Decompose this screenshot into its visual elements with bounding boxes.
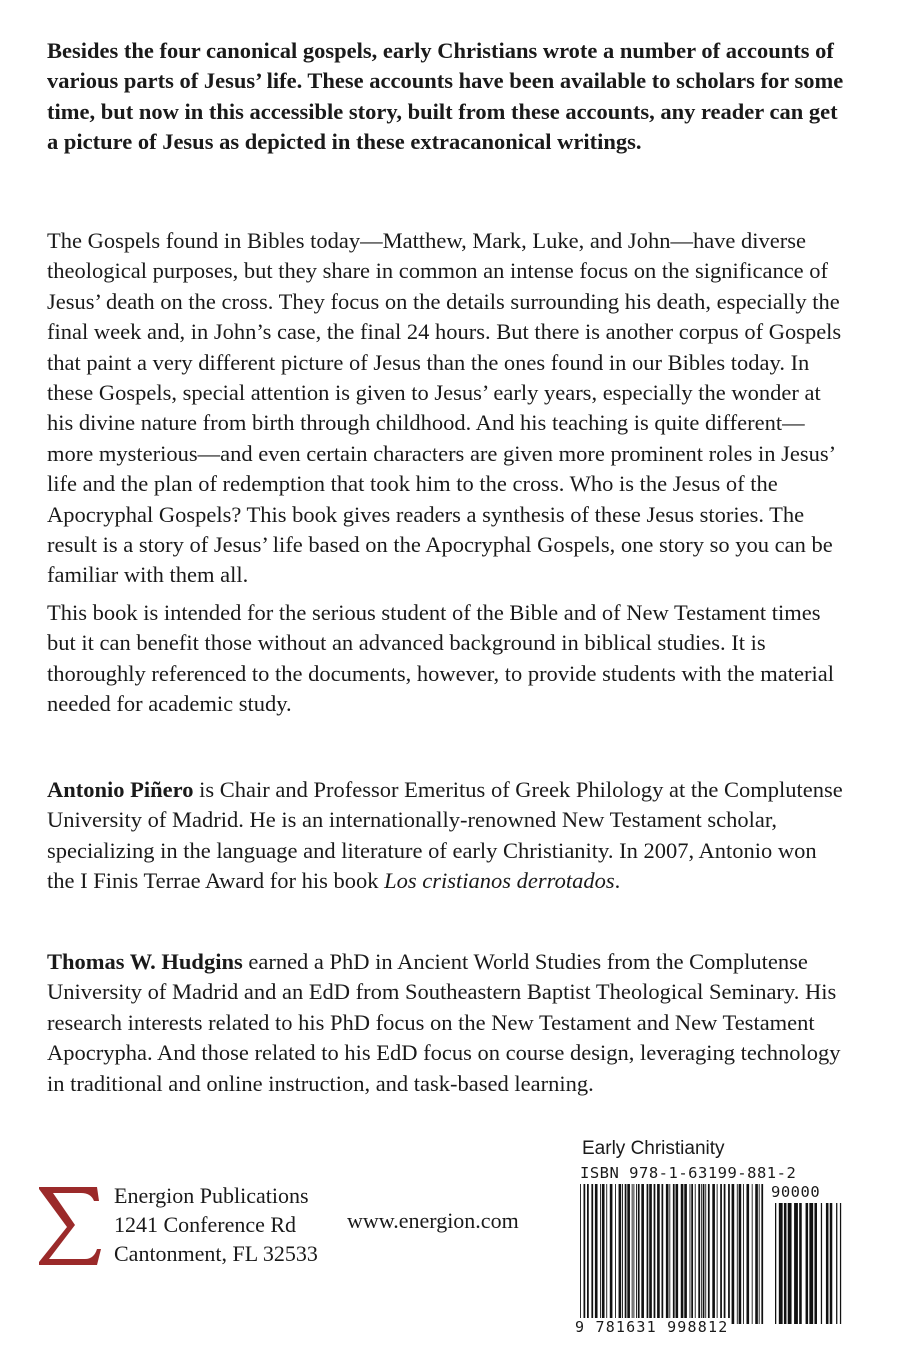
barcode-bar [703,1184,705,1324]
barcode-bar [705,1184,706,1324]
isbn-barcode [580,1184,764,1324]
barcode-bar [633,1184,634,1324]
barcode-bar [784,1203,787,1324]
barcode-bar [647,1184,649,1324]
author-bio-hudgins [47,947,847,1099]
barcode-bar [695,1184,696,1324]
barcode-bar [759,1184,760,1324]
barcode-bar [698,1184,700,1324]
publisher-name: Energion Publications [114,1183,309,1208]
barcode-bar [691,1184,693,1324]
barcode-bar [821,1203,822,1324]
price-code: 90000 [771,1183,821,1201]
price-barcode [775,1203,845,1324]
barcode-bar [587,1184,589,1324]
barcode-bar [724,1184,726,1324]
author-bio-text: earned a PhD in Ancient World Studies from the Complutense University of Madrid and an EdD from Southeastern Baptist Theological Seminary. His research interests related to his PhD focus on the New Testament and New Testament Apocrypha. And those related to his EdD focus on course design, leveraging technology in traditional and online instruction, and task-based learning. [47,949,841,1096]
publisher-city: Cantonment, FL 32533 [114,1241,318,1266]
barcode-bar [840,1203,841,1324]
barcode-bar [690,1184,691,1324]
barcode-bar [657,1184,660,1324]
barcode-bar [602,1184,605,1324]
barcode-bar [720,1184,722,1324]
barcode-bar [788,1203,792,1324]
barcode-bar [806,1203,809,1324]
barcode-bar [746,1184,749,1324]
author-bio-end: . [614,868,621,894]
barcode-bar [676,1184,679,1324]
barcode-bar [717,1184,718,1324]
barcode-bar [600,1184,601,1324]
barcode-bar [666,1184,669,1324]
barcode-bar [584,1184,586,1324]
barcode-bar [826,1203,829,1324]
barcode-bar [743,1184,744,1324]
barcode-bar [701,1184,702,1324]
description-paragraph-1: The Gospels found in Bibles today—Matthew, Mark, Luke, and John—have diverse theological purposes, but they share in common an intense focus on the significance of Jesus’ death on the cross. They focus on the details surrounding his death, especially the final week and, in John’s case, the final 24 hours. But there is another corpus of Gospels that paint a very different picture of Jesus than the ones found in our Bibles today. In these Gospels, special attention is given to Jesus’ early years, especially the wonder at his divine nature from birth through childhood. And his teaching is quite different—more mysterious—and even certain characters are given more prominent roles in Jesus’ life and the plan of redemption that took him to the cross. Who is the Jesus of the Apocryphal Gospels? This book gives readers a synthesis of these Jesus stories. The result is a story of Jesus’ life based on the Apocryphal Gospels, one story so you can be familiar with them all. [47,228,842,588]
lead-paragraph: Besides the four canonical gospels, early Christians wrote a number of accounts of various parts of Jesus’ life. These accounts have been available to scholars for some time, but now in this accessible story, built from these accounts, any reader can get a picture of Jesus as depicted in these extracanonical writings. [47,38,844,155]
author-name: Thomas W. Hudgins [47,949,243,974]
barcode-bar [622,1184,623,1324]
barcode-bar [669,1184,670,1324]
barcode-bar [761,1184,763,1324]
barcode-bar [673,1184,675,1324]
book-title: Los cristianos derrotados [384,868,615,894]
barcode-bar [732,1184,735,1324]
description-paragraph-2: This book is intended for the serious student of the Bible and of New Testament times but it can benefit those without an advanced background in biblical studies. It is thoroughly referenced to the documents, however, to provide students with the material needed for academic study. [47,600,834,717]
barcode-bar [627,1184,630,1324]
barcode-bar [681,1184,684,1324]
barcode-bar [632,1184,633,1324]
barcode-bar [615,1184,616,1324]
barcode-bar [610,1184,613,1324]
barcode-bar [814,1203,817,1324]
barcode-bar [636,1184,637,1324]
book-category: Early Christianity [582,1138,725,1159]
barcode-bar [794,1203,798,1324]
barcode-bar [712,1184,715,1324]
barcode-bar [619,1184,622,1324]
barcode-bar [641,1184,644,1324]
barcode-bar [739,1184,742,1324]
barcode-bar [779,1203,783,1324]
ean-number: 9 781631 998812 [575,1318,729,1336]
barcode-bar [830,1203,833,1324]
barcode-bar [809,1203,813,1324]
publisher-address [114,1181,318,1268]
barcode-bar [708,1184,710,1324]
author-name: Antonio Piñero [47,777,194,802]
publisher-website[interactable]: www.energion.com [347,1208,519,1233]
barcode-bar [775,1203,776,1324]
barcode-bar [591,1184,593,1324]
isbn-label: ISBN 978-1-63199-881-2 [580,1164,797,1182]
barcode-bar [728,1184,730,1324]
barcode-bar [836,1203,837,1324]
barcode-bar [649,1184,652,1324]
barcode-bar [799,1203,802,1324]
barcode-bar [625,1184,627,1324]
barcode-bar [737,1184,738,1324]
sigma-icon [37,1185,101,1267]
barcode-bar [661,1184,663,1324]
publisher-street: 1241 Conference Rd [114,1212,297,1237]
author-bio-pinero [47,775,847,897]
barcode-bar [606,1184,607,1324]
barcode-bar [638,1184,640,1324]
barcode-bar [752,1184,753,1324]
barcode-bar [654,1184,656,1324]
barcode-bar [684,1184,687,1324]
barcode-bar [755,1184,758,1324]
author-bio-text: is Chair and Professor Emeritus of Greek Philology at the Complutense University of Madrid. He is an internationally-renowned New Testament scholar, specializing in the language and literature of early Christianity. In 2007, Antonio won the I Finis Terrae Award for his book [47,777,843,894]
barcode-bar [595,1184,598,1324]
barcode-bar [580,1184,581,1324]
